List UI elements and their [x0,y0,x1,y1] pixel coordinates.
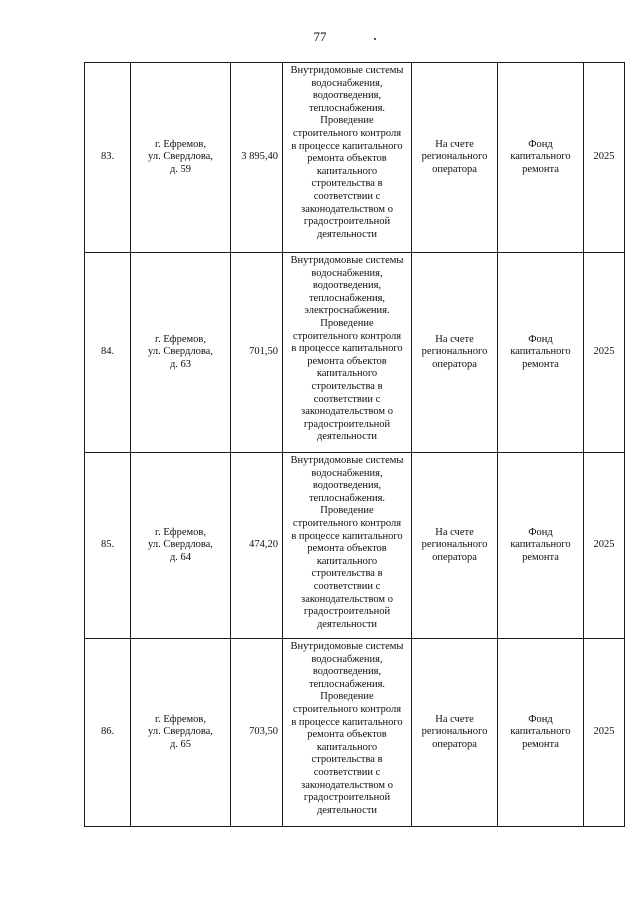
description-line: теплоснабжения, [308,292,386,304]
description-line: строительного контроля [292,127,402,139]
fund-line: Фонд [528,333,553,345]
description-line: ремонта объектов [307,543,387,555]
description-line: в процессе капитального [291,343,403,355]
description-line: Внутридомовые системы [290,641,404,652]
address-line: д. 59 [169,163,192,175]
description-line: градостроительной [303,606,391,618]
fund-cell [498,253,584,453]
table-body [85,63,625,827]
description-line: строительства в [311,178,383,190]
fund-cell [498,63,584,253]
account-line: На счете [435,713,474,725]
address-cell [131,639,231,827]
description-line: ремонта объектов [307,355,387,367]
row-number-cell: 83. [85,63,131,253]
table-row [85,63,625,253]
description-line: градостроительной [303,792,391,804]
fund-line: капитального [510,151,571,163]
description-line: Внутридомовые системы [290,455,404,466]
address-line: д. 64 [169,551,192,563]
fund-line: ремонта [522,163,559,175]
description-line: градостроительной [303,216,391,228]
description-line: Внутридомовые системы [290,65,404,76]
year-cell: 2025 [584,253,625,453]
year-cell: 2025 [584,639,625,827]
works-table [84,62,625,827]
account-line: регионального [421,539,488,551]
address-line: г. Ефремов, [155,333,206,345]
description-line: Внутридомовые системы [290,255,404,266]
description-cell [283,253,412,453]
description-line: строительного контроля [292,703,402,715]
area-cell: 474,20 [231,453,283,639]
description-line: теплоснабжения. [308,678,386,690]
description-cell [283,639,412,827]
fund-line: Фонд [528,526,553,538]
description-line: в процессе капитального [291,140,403,152]
fund-line: Фонд [528,138,553,150]
description-line: деятельности [316,618,378,630]
description-line: капитального [316,555,378,567]
address-cell [131,253,231,453]
description-line: соответствии с [313,393,381,405]
description-line: капитального [316,368,378,380]
year-cell: 2025 [584,453,625,639]
description-line: ремонта объектов [307,729,387,741]
description-line: деятельности [316,228,378,240]
account-cell [412,453,498,639]
area-cell: 3 895,40 [231,63,283,253]
description-line: соответствии с [313,766,381,778]
fund-cell [498,639,584,827]
area-cell: 701,50 [231,253,283,453]
description-cell [283,453,412,639]
account-line: оператора [432,551,477,563]
account-cell [412,253,498,453]
address-line: г. Ефремов, [155,526,206,538]
account-cell [412,639,498,827]
fund-line: капитального [510,539,571,551]
address-line: г. Ефремов, [155,138,206,150]
description-line: Проведение [320,115,374,127]
description-line: водоотведения, [312,666,382,678]
description-cell [283,63,412,253]
description-line: соответствии с [313,190,381,202]
year-cell: 2025 [584,63,625,253]
fund-line: ремонта [522,358,559,370]
description-line: теплоснабжения. [308,492,386,504]
account-line: На счете [435,138,474,150]
description-line: капитального [316,741,378,753]
description-line: капитального [316,165,378,177]
description-line: градостроительной [303,418,391,430]
fund-line: капитального [510,346,571,358]
description-line: строительства в [311,754,383,766]
description-line: Проведение [320,505,374,517]
fund-line: ремонта [522,738,559,750]
description-line: в процессе капитального [291,530,403,542]
description-line: законодательством о [301,203,393,215]
scan-speck [374,38,376,40]
description-line: ремонта объектов [307,153,387,165]
address-line: г. Ефремов, [155,713,206,725]
row-number-cell: 84. [85,253,131,453]
description-line: водоснабжения, [311,467,383,479]
area-cell: 703,50 [231,639,283,827]
account-line: оператора [432,738,477,750]
address-line: д. 65 [169,738,192,750]
address-line: ул. Свердлова, [148,539,213,551]
account-line: На счете [435,333,474,345]
row-number-cell: 85. [85,453,131,639]
table-row [85,639,625,827]
table-row [85,253,625,453]
description-line: водоснабжения, [311,653,383,665]
fund-cell [498,453,584,639]
address-line: ул. Свердлова, [148,726,213,738]
description-line: Проведение [320,691,374,703]
row-number-cell: 86. [85,639,131,827]
account-line: На счете [435,526,474,538]
description-line: в процессе капитального [291,716,403,728]
address-line: д. 63 [169,358,192,370]
description-line: теплоснабжения. [308,102,386,114]
account-line: регионального [421,346,488,358]
table-row [85,453,625,639]
address-line: ул. Свердлова, [148,151,213,163]
description-line: водоотведения, [312,280,382,292]
description-line: законодательством о [301,779,393,791]
account-cell [412,63,498,253]
account-line: регионального [421,151,488,163]
fund-line: ремонта [522,551,559,563]
description-line: строительного контроля [292,330,402,342]
description-line: строительства в [311,380,383,392]
description-line: законодательством о [301,406,393,418]
fund-line: капитального [510,726,571,738]
description-line: строительного контроля [292,517,402,529]
description-line: Проведение [320,317,374,329]
description-line: электроснабжения. [304,305,390,317]
description-line: водоснабжения, [311,267,383,279]
description-line: законодательством о [301,593,393,605]
account-line: оператора [432,163,477,175]
fund-line: Фонд [528,713,553,725]
description-line: строительства в [311,568,383,580]
address-line: ул. Свердлова, [148,346,213,358]
address-cell [131,453,231,639]
works-table-container [84,62,624,827]
page-number: 77 [313,29,327,44]
account-line: оператора [432,358,477,370]
description-line: водоотведения, [312,90,382,102]
address-cell [131,63,231,253]
description-line: соответствии с [313,580,381,592]
description-line: деятельности [316,804,378,816]
description-line: водоснабжения, [311,77,383,89]
description-line: водоотведения, [312,480,382,492]
account-line: регионального [421,726,488,738]
description-line: деятельности [316,431,378,443]
